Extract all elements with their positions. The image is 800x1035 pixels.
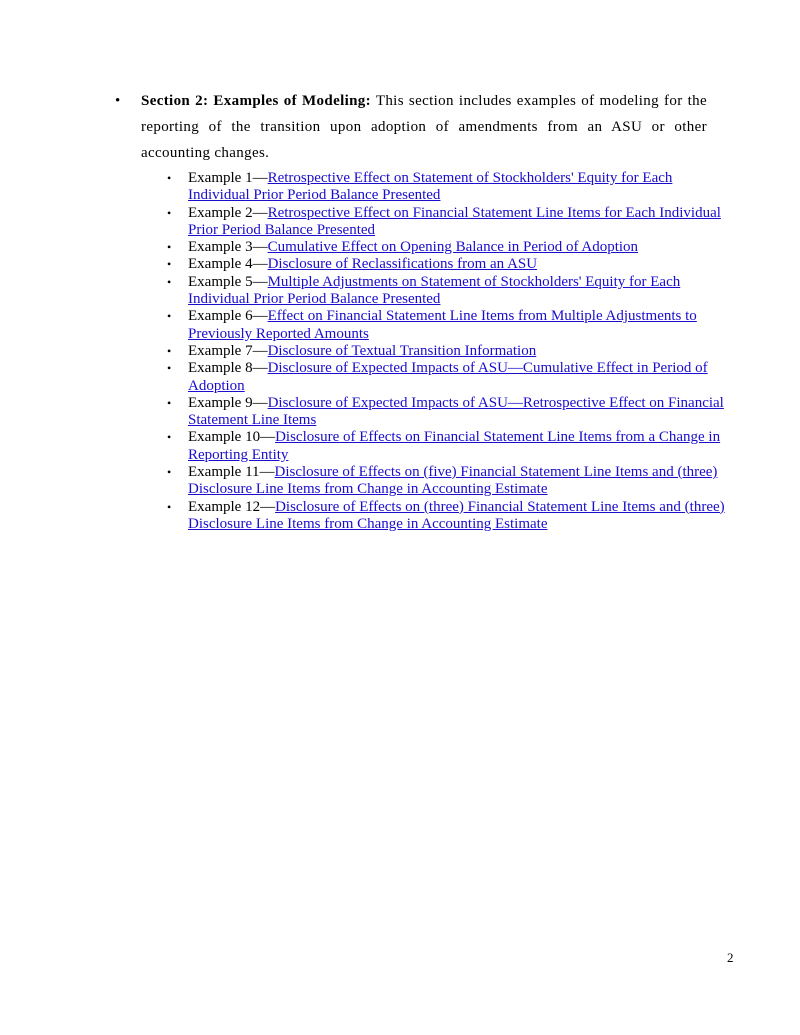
example-prefix: Example 10—	[188, 429, 276, 446]
example-6-link[interactable]: Effect on Financial Statement Line Items from Multiple Adjustments to Previously Reported Amounts	[188, 308, 697, 342]
example-10-link[interactable]: Disclosure of Effects on Financial Statement Line Items from a Change in Reporting Entity	[188, 429, 721, 463]
example-prefix: Example 3—	[188, 239, 268, 256]
list-item	[167, 429, 728, 464]
example-12-link[interactable]: Disclosure of Effects on (three) Financial Statement Line Items and (three) Disclosure Line Items from Change in Accounting Estimate	[188, 498, 725, 532]
example-prefix: Example 9—	[188, 394, 268, 411]
example-prefix: Example 4—	[188, 256, 268, 273]
example-prefix: Example 5—	[188, 273, 268, 290]
example-prefix: Example 11—	[188, 464, 275, 481]
list-bullet: •	[167, 343, 172, 358]
example-prefix: Example 6—	[188, 308, 268, 325]
example-4-link[interactable]: Disclosure of Reclassifications from an ASU	[267, 256, 538, 273]
section-body: This section includes examples of modeling for the reporting of the transition upon adoption of amendments from an ASU or other accounting changes.	[141, 93, 708, 161]
list-item	[167, 498, 728, 534]
list-item	[167, 464, 728, 499]
list-bullet: •	[167, 171, 172, 185]
list-bullet: •	[167, 465, 172, 480]
list-item	[167, 360, 728, 395]
list-item	[167, 256, 728, 273]
example-9-link[interactable]: Disclosure of Expected Impacts of ASU—Retrospective Effect on Financial Statement Line Items	[188, 394, 724, 429]
list-bullet: •	[167, 274, 172, 289]
section-bullet: •	[115, 93, 121, 109]
example-prefix: Example 7—	[188, 342, 268, 359]
list-item	[167, 308, 728, 343]
example-8-link[interactable]: Disclosure of Expected Impacts of ASU—Cumulative Effect in Period of Adoption	[188, 360, 708, 394]
list-bullet: •	[167, 257, 172, 272]
section-heading: Section 2: Examples of Modeling:	[141, 93, 372, 109]
list-item	[167, 394, 728, 430]
example-2-link[interactable]: Retrospective Effect on Financial Statement Line Items for Each Individual Prior Period Balance Presented	[188, 204, 721, 238]
example-11-link[interactable]: Disclosure of Effects on (five) Financial Statement Line Items and (three) Disclosure Line Items from Change in Accounting Estimate	[188, 464, 718, 498]
list-bullet: •	[167, 205, 172, 220]
list-bullet: •	[167, 430, 172, 445]
example-prefix: Example 2—	[188, 204, 268, 221]
list-bullet: •	[167, 395, 172, 410]
example-3-link[interactable]: Cumulative Effect on Opening Balance in Period of Adoption	[267, 239, 639, 256]
section-2-paragraph	[115, 88, 708, 166]
list-item	[167, 239, 728, 256]
page-number: 2	[727, 950, 734, 965]
example-7-link[interactable]: Disclosure of Textual Transition Information	[267, 342, 537, 359]
examples-list	[167, 170, 728, 533]
example-prefix: Example 12—	[188, 498, 276, 515]
example-1-link[interactable]: Retrospective Effect on Statement of Stockholders' Equity for Each Individual Prior Period Balance Presented	[188, 170, 673, 204]
list-item	[167, 170, 728, 205]
list-item	[167, 342, 728, 360]
example-prefix: Example 1—	[188, 170, 268, 186]
list-bullet: •	[167, 240, 172, 255]
list-bullet: •	[167, 361, 172, 376]
list-bullet: •	[167, 499, 172, 514]
list-bullet: •	[167, 309, 172, 324]
list-item	[167, 204, 728, 240]
example-prefix: Example 8—	[188, 360, 268, 377]
example-5-link[interactable]: Multiple Adjustments on Statement of Stockholders' Equity for Each Individual Prior Period Balance Presented	[188, 273, 681, 308]
list-item	[167, 273, 728, 309]
